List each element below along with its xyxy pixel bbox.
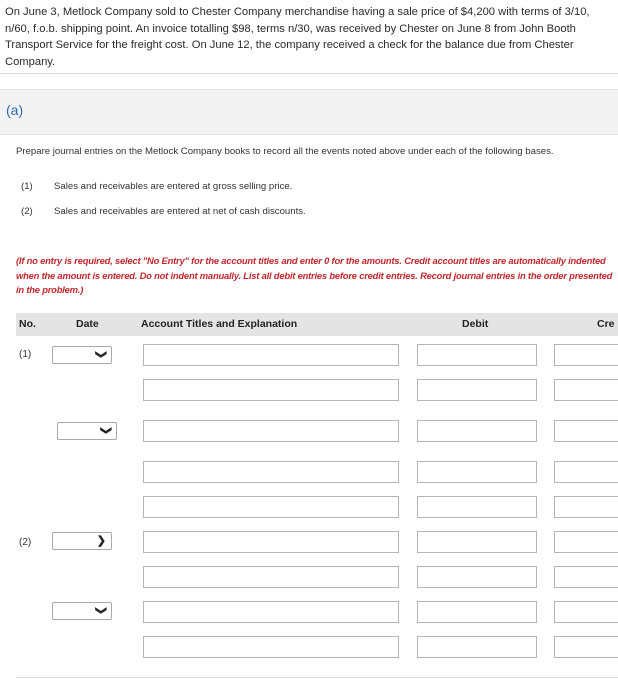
debit-input[interactable]: [417, 531, 537, 553]
date-select[interactable]: [52, 346, 112, 364]
entry-instructions: (If no entry is required, select "No Entry" for the account titles and enter 0 for the amounts. Credit account titles are automatically indented when the amount is entered. Do not indent manually. List all debit entries before credit entries. Record journal entries in the order presented in the problem.): [16, 255, 613, 295]
debit-input[interactable]: [417, 496, 537, 518]
header-date: Date: [76, 318, 99, 330]
date-select[interactable]: [52, 532, 112, 550]
header-debit: Debit: [462, 318, 489, 330]
entry-number: (1): [19, 349, 32, 360]
basis-item: [21, 181, 292, 192]
header-credit: Cre: [597, 318, 615, 330]
credit-input[interactable]: [554, 461, 618, 483]
chevron-down-icon: ❯: [94, 349, 107, 360]
chevron-down-icon: ❯: [99, 425, 112, 436]
basis-number: (1): [21, 181, 33, 192]
credit-input[interactable]: [554, 601, 618, 623]
basis-number: (2): [21, 206, 33, 217]
account-title-input[interactable]: [143, 344, 399, 366]
debit-input[interactable]: [417, 344, 537, 366]
header-no: No.: [19, 318, 36, 330]
account-title-input[interactable]: [143, 566, 399, 588]
entry-number: (2): [19, 537, 32, 548]
credit-input[interactable]: [554, 496, 618, 518]
debit-input[interactable]: [417, 566, 537, 588]
account-title-input[interactable]: [143, 531, 399, 553]
journal-table-header: [16, 313, 618, 336]
account-title-input[interactable]: [143, 601, 399, 623]
date-select[interactable]: [52, 602, 112, 620]
chevron-down-icon: ❯: [94, 605, 107, 616]
header-account-titles: Account Titles and Explanation: [141, 318, 298, 330]
credit-input[interactable]: [554, 636, 618, 658]
credit-input[interactable]: [554, 420, 618, 442]
debit-input[interactable]: [417, 461, 537, 483]
divider: [16, 677, 618, 678]
account-title-input[interactable]: [143, 496, 399, 518]
account-title-input[interactable]: [143, 379, 399, 401]
account-title-input[interactable]: [143, 461, 399, 483]
account-title-input[interactable]: [143, 636, 399, 658]
debit-input[interactable]: [417, 379, 537, 401]
credit-input[interactable]: [554, 566, 618, 588]
basis-text: Sales and receivables are entered at gross selling price.: [54, 181, 293, 192]
debit-input[interactable]: [417, 636, 537, 658]
chevron-right-icon: ❯: [96, 535, 106, 547]
divider: [0, 73, 618, 74]
basis-item: [21, 206, 306, 217]
date-select[interactable]: [57, 422, 117, 440]
account-title-input[interactable]: [143, 420, 399, 442]
part-header: [0, 89, 618, 135]
credit-input[interactable]: [554, 531, 618, 553]
basis-text: Sales and receivables are entered at net of cash discounts.: [54, 206, 306, 217]
prepare-instruction: Prepare journal entries on the Metlock Company books to record all the events noted above under each of the following bases.: [16, 146, 554, 157]
credit-input[interactable]: [554, 344, 618, 366]
debit-input[interactable]: [417, 601, 537, 623]
debit-input[interactable]: [417, 420, 537, 442]
credit-input[interactable]: [554, 379, 618, 401]
part-label: (a): [6, 102, 24, 118]
problem-statement: On June 3, Metlock Company sold to Chester Company merchandise having a sale price of $4,200 with terms of 3/10, n/60, f.o.b. shipping point. An invoice totalling $98, terms n/30, was received by Chester on June 8 from John Booth Transport Service for the freight cost. On June 12, the company received a check for the balance due from Chester Company.: [5, 6, 590, 68]
